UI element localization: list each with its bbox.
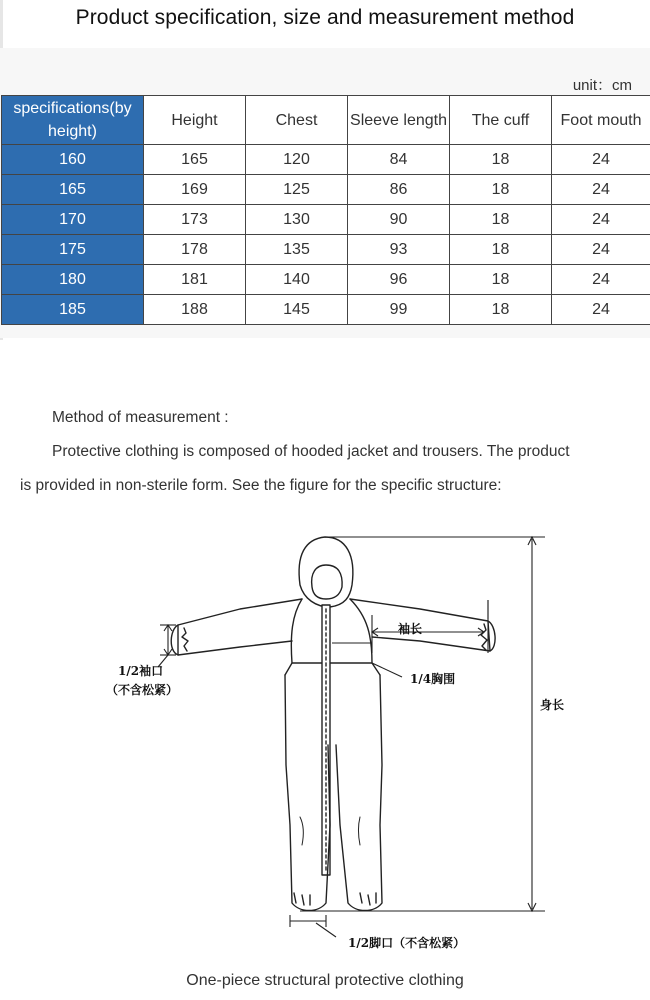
measurement-cell: 18	[450, 265, 552, 295]
measurement-cell: 18	[450, 205, 552, 235]
measurement-cell: 169	[144, 175, 246, 205]
size-table	[1, 95, 650, 325]
torso-panel	[291, 599, 372, 663]
body-length-label: 身长	[540, 698, 565, 712]
unit-label: unit：cm	[572, 77, 632, 94]
method-text-line-1: Protective clothing is composed of hooded jacket and trousers. The product	[52, 443, 570, 460]
measurement-cell: 188	[144, 295, 246, 325]
measurement-cell: 96	[348, 265, 450, 295]
foot-mouth-label: 1/2脚口（不含松紧）	[348, 936, 466, 950]
measurement-cell: 24	[552, 205, 650, 235]
spec-cell: 170	[2, 205, 144, 235]
column-header: Foot mouth	[552, 96, 650, 145]
left-arm	[178, 599, 302, 655]
measurement-cell: 181	[144, 265, 246, 295]
right-leg	[336, 675, 382, 911]
column-header: Chest	[246, 96, 348, 145]
measurement-cell: 24	[552, 295, 650, 325]
page-title: Product specification, size and measurement method	[75, 6, 575, 29]
table-header-row	[2, 96, 650, 145]
figure-caption: One-piece structural protective clothing	[186, 972, 464, 989]
measurement-cell: 24	[552, 145, 650, 175]
column-header: Sleeve length	[348, 96, 450, 145]
column-header: specifications(by height)	[2, 96, 144, 145]
table-row	[2, 205, 650, 235]
measurement-cell: 90	[348, 205, 450, 235]
measurement-cell: 99	[348, 295, 450, 325]
measurement-cell: 130	[246, 205, 348, 235]
coverall-diagram	[0, 525, 650, 965]
measurement-cell: 135	[246, 235, 348, 265]
column-header: Height	[144, 96, 246, 145]
measurement-cell: 178	[144, 235, 246, 265]
table-row	[2, 295, 650, 325]
method-text-line-2: is provided in non-sterile form. See the figure for the specific structure:	[20, 477, 502, 494]
measurement-cell: 173	[144, 205, 246, 235]
spec-cell: 185	[2, 295, 144, 325]
measurement-cell: 93	[348, 235, 450, 265]
sleeve-length-label: 袖长	[398, 622, 423, 636]
table-row	[2, 235, 650, 265]
measurement-cell: 125	[246, 175, 348, 205]
table-row	[2, 175, 650, 205]
spec-cell: 180	[2, 265, 144, 295]
measurement-cell: 24	[552, 235, 650, 265]
cuff-note: （不含松紧）	[106, 683, 179, 697]
spec-cell: 165	[2, 175, 144, 205]
table-row	[2, 145, 650, 175]
measurement-cell: 24	[552, 265, 650, 295]
measurement-cell: 165	[144, 145, 246, 175]
measurement-cell: 24	[552, 175, 650, 205]
measurement-cell: 18	[450, 175, 552, 205]
spec-cell: 175	[2, 235, 144, 265]
column-header: The cuff	[450, 96, 552, 145]
measurement-cell: 18	[450, 235, 552, 265]
method-heading: Method of measurement :	[52, 409, 229, 426]
measurement-cell: 18	[450, 145, 552, 175]
measurement-cell: 145	[246, 295, 348, 325]
measurement-cell: 84	[348, 145, 450, 175]
cuff-label: 1/2袖口	[118, 664, 164, 678]
measurement-cell: 86	[348, 175, 450, 205]
hood-outline	[299, 537, 353, 607]
spec-cell: 160	[2, 145, 144, 175]
measurement-cell: 120	[246, 145, 348, 175]
measurement-cell: 140	[246, 265, 348, 295]
face-opening	[312, 565, 343, 599]
measurement-cell: 18	[450, 295, 552, 325]
chest-label: 1/4胸围	[410, 672, 456, 686]
table-row	[2, 265, 650, 295]
